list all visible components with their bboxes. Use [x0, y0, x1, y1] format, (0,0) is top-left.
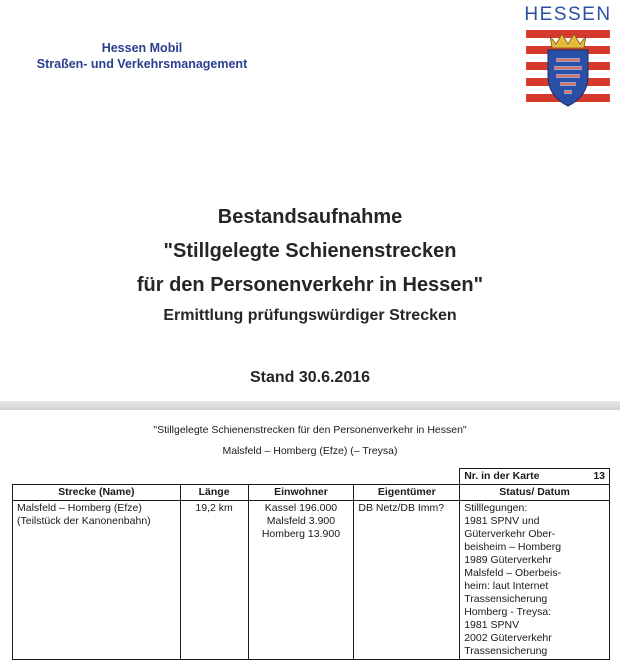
cell-laenge: 19,2 km	[180, 501, 248, 660]
status-line: Stilllegungen:	[464, 502, 528, 514]
karte-number: 13	[593, 470, 605, 482]
header-einwohner: Einwohner	[248, 485, 354, 501]
header-eigentuemer: Eigentümer	[354, 485, 460, 501]
einwohner-line: Homberg 13.900	[261, 528, 341, 540]
status-line: 1989 Güterverkehr	[464, 554, 552, 566]
route-table	[12, 468, 610, 660]
status-line: Malsfeld – Oberbeis-	[464, 567, 562, 579]
org-line-1: Hessen Mobil	[101, 41, 183, 55]
strecke-line: (Teilstück der Kanonenbahn)	[17, 515, 151, 527]
logo-text: HESSEN	[524, 4, 612, 25]
header-strecke: Strecke (Name)	[13, 485, 181, 501]
status-line: heim: laut Internet	[464, 580, 549, 592]
status-line: 1981 SPNV	[464, 619, 520, 631]
page-divider	[0, 401, 620, 410]
status-line: Trassensicherung	[464, 645, 548, 657]
status-line: Trassensicherung	[464, 593, 548, 605]
header-status: Status/ Datum	[460, 485, 610, 501]
table-header-row	[13, 485, 610, 501]
hessen-logo	[522, 4, 614, 114]
status-line: Homberg - Treysa:	[464, 606, 552, 618]
route-heading: Malsfeld – Homberg (Efze) (– Treysa)	[222, 445, 398, 457]
organization-name	[12, 40, 272, 72]
title-line-3: für den Personenverkehr in Hessen"	[136, 274, 484, 296]
status-line: 1981 SPNV und	[464, 515, 540, 527]
strecke-line: Malsfeld – Homberg (Efze)	[17, 502, 142, 514]
cell-eigentuemer: DB Netz/DB Imm?	[354, 501, 460, 660]
org-line-2: Straßen- und Verkehrsmanagement	[36, 57, 248, 71]
karte-label: Nr. in der Karte	[464, 470, 540, 482]
einwohner-line: Malsfeld 3.900	[266, 515, 336, 527]
status-line: Güterverkehr Ober-	[464, 528, 556, 540]
status-line: 2002 Güterverkehr	[464, 632, 552, 644]
cell-strecke	[13, 501, 181, 660]
title-block	[0, 200, 620, 330]
cell-einwohner	[248, 501, 354, 660]
einwohner-line: Kassel 196.000	[264, 502, 338, 514]
stand-date: Stand 30.6.2016	[249, 369, 371, 386]
title-line-1: Bestandsaufnahme	[217, 206, 403, 228]
cell-status	[460, 501, 610, 660]
hessen-coat-of-arms-icon	[522, 26, 614, 112]
header-laenge: Länge	[180, 485, 248, 501]
status-line: beisheim – Homberg	[464, 541, 562, 553]
section-heading: "Stillgelegte Schienenstrecken für den Personenverkehr in Hessen"	[153, 424, 467, 436]
karte-cell	[460, 469, 610, 485]
title-line-2: "Stillgelegte Schienenstrecken	[163, 240, 457, 262]
title-subtitle: Ermittlung prüfungswürdiger Strecken	[163, 307, 457, 324]
karte-row	[13, 469, 610, 485]
table-row	[13, 501, 610, 660]
